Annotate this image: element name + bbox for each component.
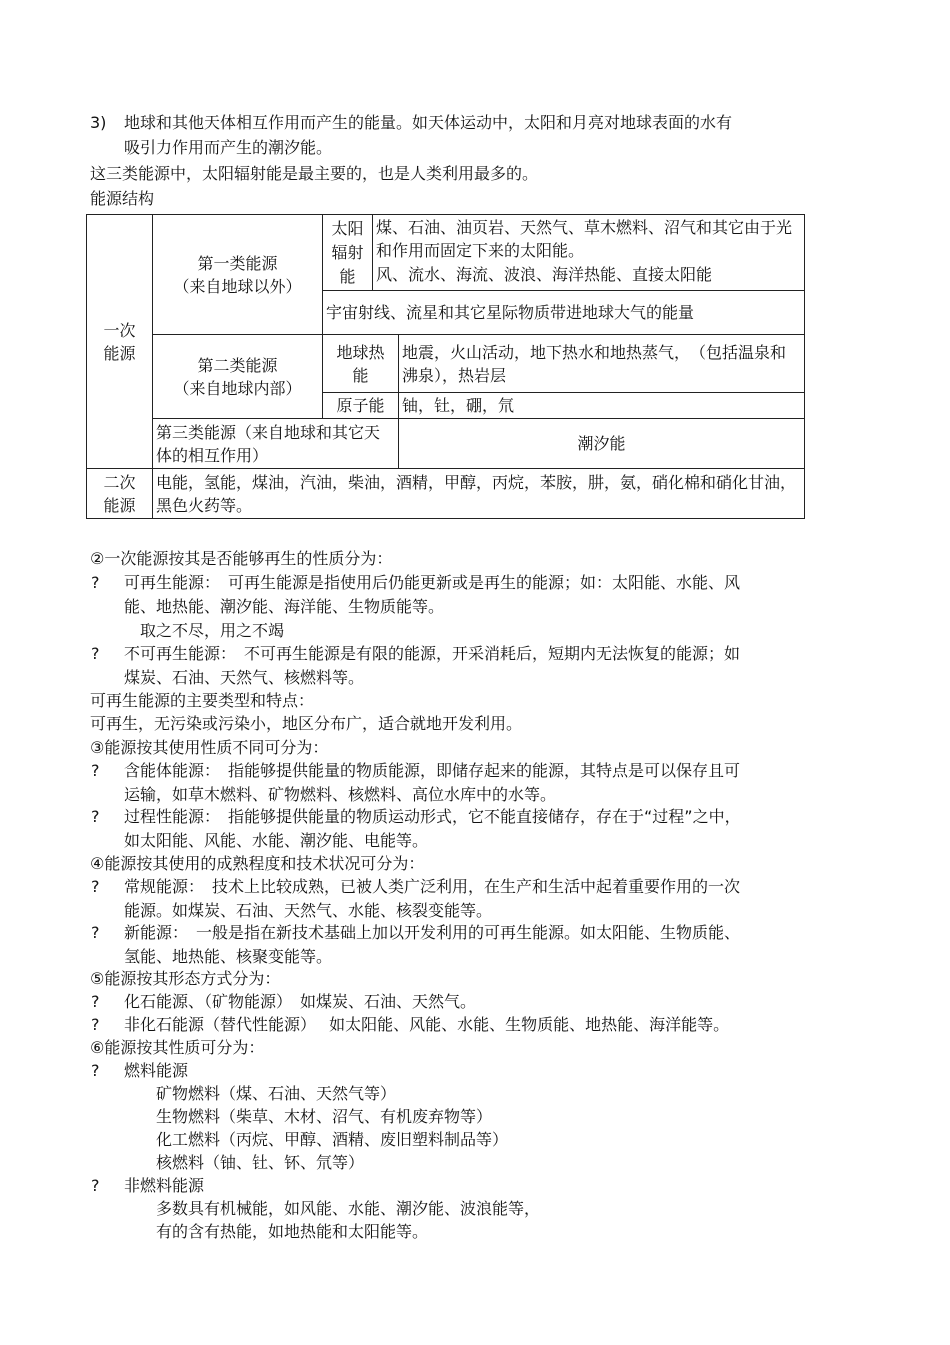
bullet-icon: ? (91, 807, 100, 826)
paragraph-line: 可再生能源： 可再生能源是指使用后仍能更新或是再生的能源；如：太阳能、水能、风 (124, 573, 741, 592)
bullet-icon: ? (91, 923, 100, 942)
paragraph-line: 常规能源： 技术上比较成熟，已被人类广泛利用，在生产和生活中起着重要作用的一次 (124, 877, 741, 896)
section-heading: ②一次能源按其是否能够再生的性质分为： (90, 549, 393, 568)
list-item: 化工燃料（丙烷、甲醇、酒精、废旧塑料制品等） (156, 1130, 509, 1149)
paragraph-line: 地球和其他天体相互作用而产生的能量。如天体运动中，太阳和月亮对地球表面的水有 (124, 113, 733, 132)
geothermal-desc-cell: 地震，火山活动，地下热水和地热蒸气， （包括温泉和沸泉），热岩层 (399, 335, 805, 393)
list-heading: 燃料能源 (124, 1061, 189, 1080)
nuclear-desc-cell: 铀，钍，硼，氘 (399, 393, 805, 419)
cosmic-cell: 宇宙射线、流星和其它星际物质带进地球大气的能量 (323, 291, 805, 335)
paragraph-line: 新能源： 一般是指在新技术基础上加以开发利用的可再生能源。如太阳能、生物质能、 (124, 923, 741, 942)
geothermal-cell: 地球热 能 (323, 335, 399, 393)
paragraph-line: 过程性能源： 指能够提供能量的物质运动形式，它不能直接储存，存在于“过程”之中， (124, 807, 741, 826)
bullet-icon: ? (91, 877, 100, 896)
section-heading: ⑤能源按其形态方式分为： (90, 969, 281, 988)
bullet-icon: ? (91, 1015, 100, 1034)
paragraph-line: 不可再生能源： 不可再生能源是有限的能源，开采消耗后，短期内无法恢复的能源；如 (124, 644, 741, 663)
list-heading: 非燃料能源 (124, 1176, 205, 1195)
paragraph-line: 化石能源、（矿物能源） 如煤炭、石油、天然气。 (124, 992, 477, 1011)
paragraph-line: 能源。如煤炭、石油、天然气、水能、核裂变能等。 (124, 901, 493, 920)
paragraph-line: 可再生能源的主要类型和特点： (90, 691, 315, 710)
item-number: 3) (90, 113, 107, 132)
energy-structure-table (86, 214, 805, 519)
paragraph-line: 如太阳能、风能、水能、潮汐能、电能等。 (124, 831, 429, 850)
list-item: 矿物燃料（煤、石油、天然气等） (156, 1084, 397, 1103)
bullet-icon: ? (91, 1176, 100, 1195)
class1-cell: 第一类能源 （来自地球以外） (153, 215, 323, 335)
class2-cell: 第二类能源 （来自地球内部） (153, 335, 323, 419)
paragraph-line: 取之不尽，用之不竭 (140, 621, 285, 640)
bullet-icon: ? (91, 644, 100, 663)
paragraph-line: 非化石能源（替代性能源） 如太阳能、风能、水能、生物质能、地热能、海洋能等。 (124, 1015, 730, 1034)
bullet-icon: ? (91, 573, 100, 592)
paragraph-line: 这三类能源中，太阳辐射能是最主要的，也是人类利用最多的。 (90, 164, 539, 183)
paragraph-line: 含能体能源： 指能够提供能量的物质能源，即储存起来的能源，其特点是可以保存且可 (124, 761, 741, 780)
secondary-energy-cell: 二次 能源 (87, 469, 153, 519)
list-item: 核燃料（铀、钍、钚、氘等） (156, 1153, 365, 1172)
paragraph-line: 能、地热能、潮汐能、海洋能、生物质能等。 (124, 597, 445, 616)
section-heading: ⑥能源按其性质可分为： (90, 1038, 265, 1057)
solar-cell: 太阳 辐射 能 (323, 215, 373, 291)
class3-cell: 第三类能源（来自地球和其它天体的相互作用） (153, 419, 399, 469)
bullet-icon: ? (91, 992, 100, 1011)
section-heading: ③能源按其使用性质不同可分为： (90, 738, 329, 757)
solar-desc-cell (373, 215, 805, 291)
nuclear-cell: 原子能 (323, 393, 399, 419)
section-heading: ④能源按其使用的成熟程度和技术状况可分为： (90, 854, 425, 873)
list-item: 多数具有机械能，如风能、水能、潮汐能、波浪能等， (156, 1199, 541, 1218)
primary-energy-cell: 一次 能源 (87, 215, 153, 469)
bullet-icon: ? (91, 761, 100, 780)
solar-desc-2: 风、流水、海流、波浪、海洋热能、直接太阳能 (376, 265, 713, 284)
bullet-icon: ? (91, 1061, 100, 1080)
list-item: 生物燃料（柴草、木材、沼气、有机废弃物等） (156, 1107, 493, 1126)
paragraph-line: 煤炭、石油、天然气、核燃料等。 (124, 668, 365, 687)
list-item: 有的含有热能，如地热能和太阳能等。 (156, 1222, 429, 1241)
tidal-cell: 潮汐能 (399, 419, 805, 469)
paragraph-line: 氢能、地热能、核聚变能等。 (124, 947, 333, 966)
paragraph-line: 可再生，无污染或污染小，地区分布广，适合就地开发利用。 (90, 714, 523, 733)
paragraph-line: 运输，如草木燃料、矿物燃料、核燃料、高位水库中的水等。 (124, 785, 557, 804)
secondary-desc-cell: 电能，氢能，煤油，汽油，柴油，酒精，甲醇，丙烷，苯胺，肼，氨，硝化棉和硝化甘油，黑色火药等。 (153, 469, 805, 519)
paragraph-line: 吸引力作用而产生的潮汐能。 (124, 138, 333, 157)
section-heading: 能源结构 (90, 189, 155, 208)
solar-desc-1: 煤、石油、油页岩、天然气、草木燃料、沼气和其它由于光和作用而固定下来的太阳能。 (376, 218, 793, 260)
